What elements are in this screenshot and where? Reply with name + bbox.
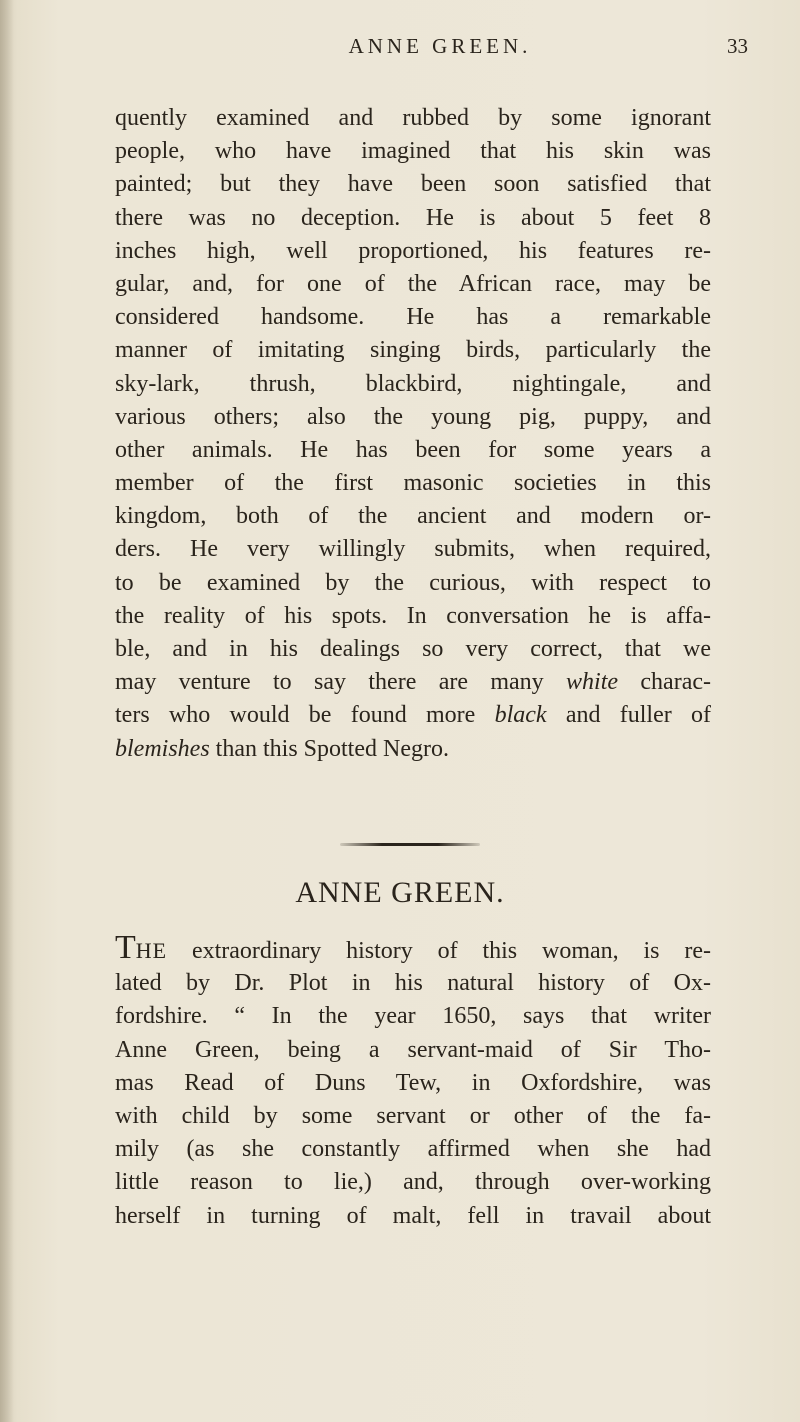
text-line: people, who have imagined that his skin was [115, 138, 711, 165]
text-line: quently examined and rubbed by some ignorant [115, 105, 711, 131]
text-line: manner of imitating singing birds, particularly the [115, 337, 711, 364]
text-line: ders. He very willingly submits, when required, [115, 536, 711, 563]
text-line: there was no deception. He is about 5 feet 8 [115, 204, 711, 231]
text-line: the reality of his spots. In conversation he is affa- [115, 602, 711, 629]
text-run: ters who would be found more [115, 702, 495, 729]
text-line: inches high, well proportioned, his features re- [115, 237, 711, 264]
italic-word-blemishes: blemishes [115, 735, 210, 762]
text-line: little reason to lie,) and, through over-working [115, 1169, 711, 1196]
text-line: mily (as she constantly affirmed when she had [115, 1136, 711, 1163]
text-line: with child by some servant or other of the fa- [115, 1102, 711, 1129]
text-line: fordshire. “ In the year 1650, says that writer [115, 1003, 711, 1030]
text-run: may venture to say there are many [115, 669, 567, 696]
text-line: mas Read of Duns Tew, in Oxfordshire, was [115, 1069, 711, 1096]
text-line: sky-lark, thrush, blackbird, nightingale, and [115, 370, 711, 397]
text-line-opening [115, 929, 711, 967]
italic-word-black: black [494, 702, 547, 729]
text-line: Anne Green, being a servant-maid of Sir Tho- [115, 1036, 711, 1063]
text-line: ble, and in his dealings so very correct, that we [115, 636, 711, 662]
text-line: lated by Dr. Plot in his natural history of Ox- [115, 970, 711, 997]
section-heading: ANNE GREEN. [295, 876, 505, 909]
running-title: ANNE GREEN. [348, 34, 532, 58]
drop-cap: T [115, 929, 136, 966]
text-line: considered handsome. He has a remarkable [115, 304, 711, 331]
italic-word-white: white [566, 669, 619, 696]
text-line: to be examined by the curious, with respect to [115, 569, 711, 596]
text-line: painted; but they have been soon satisfied that [115, 171, 711, 198]
page-number: 33 [727, 34, 748, 58]
paragraph-two [115, 929, 711, 1233]
paragraph-one [115, 102, 711, 766]
text-line-with-italic [115, 666, 711, 699]
text-line: gular, and, for one of the African race, may be [115, 270, 711, 297]
text-run: extraordinary history of this woman, is re- [167, 938, 711, 964]
section-separator-rule [340, 843, 480, 846]
text-run: and fuller of [546, 702, 711, 729]
text-run: than this Spotted Negro. [215, 735, 449, 762]
running-head [0, 26, 800, 62]
text-line-with-italic [115, 699, 711, 732]
text-line: member of the first masonic societies in this [115, 470, 711, 497]
text-line: various others; also the young pig, puppy, and [115, 403, 711, 430]
text-run: charac- [618, 669, 711, 696]
text-line: other animals. He has been for some years a [115, 436, 711, 463]
small-caps-run: HE [135, 938, 168, 963]
text-line-with-italic [115, 733, 711, 766]
text-line: herself in turning of malt, fell in travail about [115, 1202, 711, 1229]
gutter-shadow [0, 0, 14, 1422]
text-line: kingdom, both of the ancient and modern or- [115, 503, 711, 530]
